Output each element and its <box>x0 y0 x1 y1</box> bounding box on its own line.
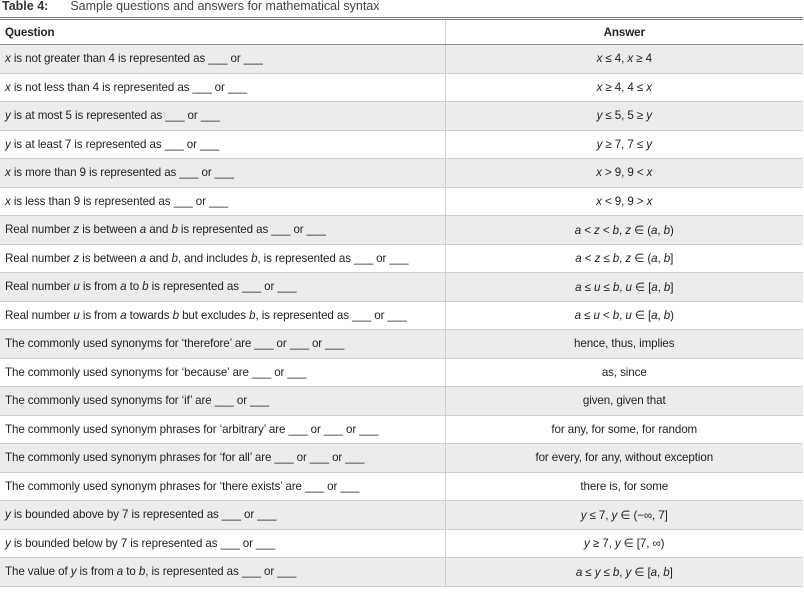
question-cell: Real number z is between a and b is represented as ___ or ___ <box>0 216 445 245</box>
table-row <box>0 358 803 387</box>
answer-cell: a ≤ u < b, u ∈ [a, b) <box>445 301 803 330</box>
table-row <box>0 102 803 131</box>
table-row <box>0 273 803 302</box>
table-row <box>0 444 803 473</box>
answer-cell: there is, for some <box>445 472 803 501</box>
answer-cell: x ≥ 4, 4 ≤ x <box>445 73 803 102</box>
answer-cell: hence, thus, implies <box>445 330 803 359</box>
question-cell: The value of y is from a to b, is represented as ___ or ___ <box>0 558 445 587</box>
table-row <box>0 244 803 273</box>
question-cell: The commonly used synonym phrases for ‘there exists’ are ___ or ___ <box>0 472 445 501</box>
table-row <box>0 73 803 102</box>
question-cell: y is bounded below by 7 is represented as ___ or ___ <box>0 529 445 558</box>
question-cell: x is less than 9 is represented as ___ or ___ <box>0 187 445 216</box>
answer-column-header: Answer <box>445 20 803 45</box>
table-row <box>0 159 803 188</box>
answer-cell: a < z ≤ b, z ∈ (a, b] <box>445 244 803 273</box>
answer-cell: y ≤ 7, y ∈ (−∞, 7] <box>445 501 803 530</box>
answer-cell: a ≤ y ≤ b, y ∈ [a, b] <box>445 558 803 587</box>
answer-cell: a < z < b, z ∈ (a, b) <box>445 216 803 245</box>
table-row <box>0 415 803 444</box>
table-row <box>0 472 803 501</box>
answer-cell: for any, for some, for random <box>445 415 803 444</box>
question-cell: x is more than 9 is represented as ___ or ___ <box>0 159 445 188</box>
question-cell: The commonly used synonyms for ‘if’ are ___ or ___ <box>0 387 445 416</box>
question-cell: y is at most 5 is represented as ___ or ___ <box>0 102 445 131</box>
table-row <box>0 558 803 587</box>
answer-cell: a ≤ u ≤ b, u ∈ [a, b] <box>445 273 803 302</box>
question-cell: Real number u is from a towards b but excludes b, is represented as ___ or ___ <box>0 301 445 330</box>
table-body <box>0 45 803 587</box>
answer-cell: x < 9, 9 > x <box>445 187 803 216</box>
answer-cell: given, given that <box>445 387 803 416</box>
table-row <box>0 130 803 159</box>
question-cell: x is not greater than 4 is represented as ___ or ___ <box>0 45 445 74</box>
question-column-header: Question <box>0 20 445 45</box>
caption-title: Sample questions and answers for mathematical syntax <box>70 0 380 13</box>
answer-cell: y ≥ 7, y ∈ [7, ∞) <box>445 529 803 558</box>
answer-cell: x > 9, 9 < x <box>445 159 803 188</box>
answer-cell: y ≥ 7, 7 ≤ y <box>445 130 803 159</box>
table-caption <box>0 0 804 17</box>
answer-cell: as, since <box>445 358 803 387</box>
syntax-table <box>0 20 803 587</box>
caption-label: Table 4: <box>2 0 49 13</box>
table-row <box>0 187 803 216</box>
question-cell: The commonly used synonym phrases for ‘arbitrary’ are ___ or ___ or ___ <box>0 415 445 444</box>
answer-cell: x ≤ 4, x ≥ 4 <box>445 45 803 74</box>
answer-cell: for every, for any, without exception <box>445 444 803 473</box>
table-row <box>0 330 803 359</box>
table-row <box>0 216 803 245</box>
question-cell: Real number u is from a to b is represented as ___ or ___ <box>0 273 445 302</box>
table-row <box>0 501 803 530</box>
question-cell: Real number z is between a and b, and includes b, is represented as ___ or ___ <box>0 244 445 273</box>
question-cell: The commonly used synonyms for ‘therefore’ are ___ or ___ or ___ <box>0 330 445 359</box>
table-row <box>0 45 803 74</box>
table-row <box>0 301 803 330</box>
question-cell: y is at least 7 is represented as ___ or ___ <box>0 130 445 159</box>
header-row <box>0 20 803 45</box>
table-row <box>0 529 803 558</box>
question-cell: x is not less than 4 is represented as ___ or ___ <box>0 73 445 102</box>
answer-cell: y ≤ 5, 5 ≥ y <box>445 102 803 131</box>
question-cell: y is bounded above by 7 is represented as ___ or ___ <box>0 501 445 530</box>
question-cell: The commonly used synonym phrases for ‘for all’ are ___ or ___ or ___ <box>0 444 445 473</box>
question-cell: The commonly used synonyms for ‘because’ are ___ or ___ <box>0 358 445 387</box>
table-row <box>0 387 803 416</box>
